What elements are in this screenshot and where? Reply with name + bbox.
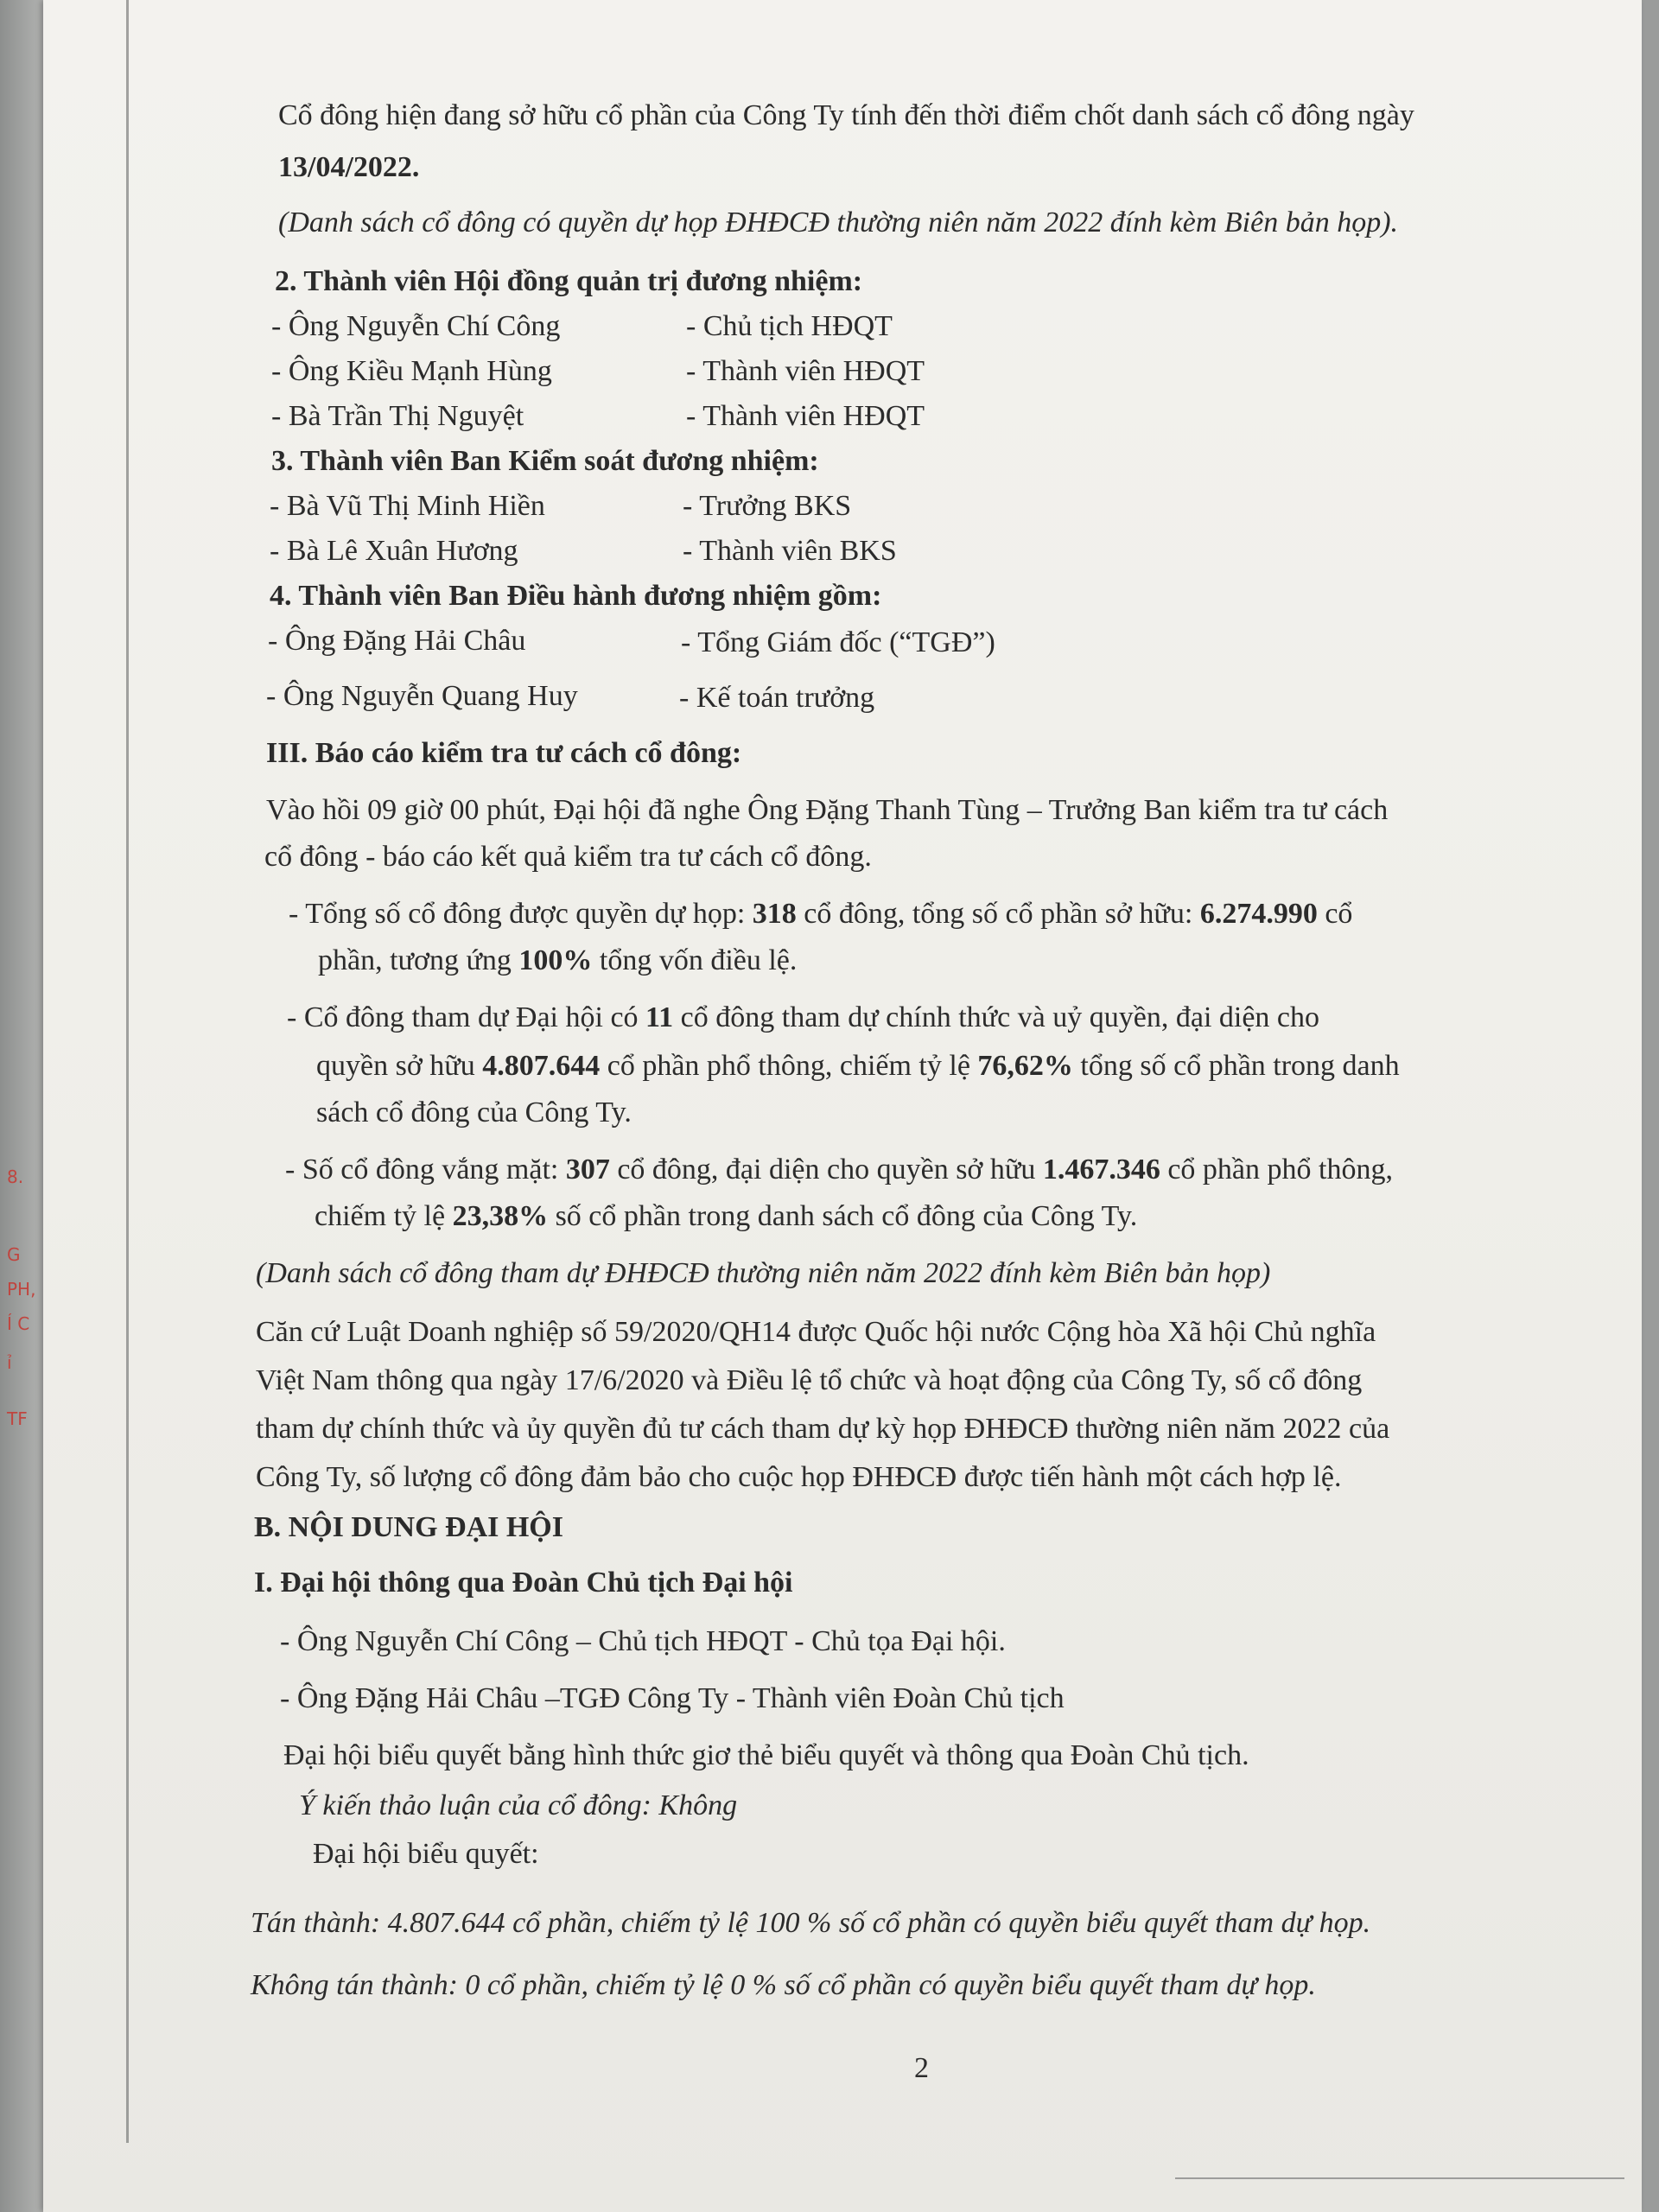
text: chiếm tỷ lệ	[315, 1200, 453, 1232]
margin-mark: PH,	[7, 1279, 36, 1300]
executive-member-name: - Ông Đặng Hải Châu	[268, 625, 526, 657]
presidium-member: - Ông Đặng Hải Châu –TGĐ Công Ty - Thành viên Đoàn Chủ tịch	[280, 1682, 1065, 1714]
text: cổ phần phổ thông,	[1160, 1154, 1393, 1185]
section-b-heading: B. NỘI DUNG ĐẠI HỘI	[254, 1511, 563, 1543]
text: cổ phần phổ thông, chiếm tỷ lệ	[600, 1050, 978, 1082]
verification-heading: III. Báo cáo kiểm tra tư cách cổ đông:	[266, 737, 742, 769]
vote-approve: Tán thành: 4.807.644 cổ phần, chiếm tỷ lệ 100 % số cổ phần có quyền biểu quyết tham dự họp.	[251, 1907, 1371, 1939]
vote-label: Đại hội biểu quyết:	[313, 1838, 539, 1870]
executive-member-role: - Kế toán trưởng	[679, 682, 875, 714]
margin-mark: ỉ	[7, 1352, 12, 1373]
absent-count: 307	[565, 1154, 610, 1185]
text: - Tổng số cổ đông được quyền dự họp:	[289, 898, 753, 930]
attending-shareholders-line-1	[287, 999, 1319, 1037]
margin-mark: TF	[7, 1408, 28, 1429]
document-page	[43, 0, 1642, 2212]
text: - Số cổ đông vắng mặt:	[285, 1154, 566, 1185]
text: quyền sở hữu	[316, 1050, 483, 1082]
page-number: 2	[914, 2052, 929, 2084]
supervisory-member-role: - Thành viên BKS	[683, 535, 897, 567]
margin-mark: G	[7, 1244, 21, 1265]
executive-heading: 4. Thành viên Ban Điều hành đương nhiệm gồm:	[270, 580, 882, 612]
binder-edge-line	[126, 0, 129, 2143]
verification-intro-line-1: Vào hồi 09 giờ 00 phút, Đại hội đã nghe Ông Đặng Thanh Tùng – Trưởng Ban kiểm tra tư cách	[266, 794, 1389, 826]
executive-member-role: - Tổng Giám đốc (“TGĐ”)	[681, 626, 995, 658]
supervisory-member-role: - Trưởng BKS	[683, 490, 852, 522]
absent-shareholders-line-2	[315, 1198, 1137, 1236]
board-heading: 2. Thành viên Hội đồng quản trị đương nhiệm:	[275, 265, 863, 297]
vote-method: Đại hội biểu quyết bằng hình thức giơ thẻ biểu quyết và thông qua Đoàn Chủ tịch.	[283, 1739, 1249, 1771]
attending-shares: 4.807.644	[482, 1050, 601, 1082]
intro-line-1: Cổ đông hiện đang sở hữu cổ phần của Công Ty tính đến thời điểm chốt danh sách cổ đông ngày	[278, 99, 1414, 131]
attending-shareholders-line-2	[316, 1047, 1400, 1085]
text: cổ đông, đại diện cho quyền sở hữu	[609, 1154, 1043, 1185]
text: cổ đông tham dự chính thức và uỷ quyền, đại diện cho	[673, 1001, 1320, 1033]
text: cổ đông, tổng số cổ phần sở hữu:	[796, 898, 1200, 930]
legal-basis-line-2: Việt Nam thông qua ngày 17/6/2020 và Điều lệ tổ chức và hoạt động của Công Ty, số cổ đông	[256, 1364, 1363, 1396]
attending-shareholders-line-3: sách cổ đông của Công Ty.	[316, 1096, 632, 1128]
board-member-name: - Bà Trần Thị Nguyệt	[271, 400, 524, 432]
legal-basis-line-4: Công Ty, số lượng cổ đông đảm bảo cho cuộc họp ĐHĐCĐ được tiến hành một cách hợp lệ.	[256, 1461, 1342, 1493]
shareholder-discussion: Ý kiến thảo luận của cổ đông: Không	[299, 1789, 738, 1821]
board-member-role: - Thành viên HĐQT	[686, 400, 925, 432]
presidium-member: - Ông Nguyễn Chí Công – Chủ tịch HĐQT - Chủ tọa Đại hội.	[280, 1625, 1006, 1657]
text: phần, tương ứng	[318, 944, 519, 976]
intro-date: 13/04/2022.	[278, 151, 420, 183]
presidium-heading: I. Đại hội thông qua Đoàn Chủ tịch Đại hội	[254, 1567, 793, 1599]
supervisory-member-name: - Bà Lê Xuân Hương	[270, 535, 518, 567]
bottom-rule	[1175, 2177, 1624, 2179]
percent: 100%	[518, 944, 593, 976]
board-member-role: - Thành viên HĐQT	[686, 355, 925, 387]
intro-note: (Danh sách cổ đông có quyền dự họp ĐHĐCĐ thường niên năm 2022 đính kèm Biên bản họp).	[278, 207, 1399, 238]
absent-shares: 1.467.346	[1042, 1154, 1160, 1185]
vote-disapprove: Không tán thành: 0 cổ phần, chiếm tỷ lệ 0 % số cổ phần có quyền biểu quyết tham dự họp.	[251, 1969, 1316, 2001]
attending-count: 11	[645, 1001, 674, 1033]
eligible-shareholders-line-2	[318, 942, 797, 980]
board-member-name: - Ông Kiều Mạnh Hùng	[271, 355, 552, 387]
attending-percent: 76,62%	[977, 1050, 1073, 1082]
text: tổng vốn điều lệ.	[592, 944, 798, 976]
absent-shareholders-line-1	[285, 1151, 1393, 1189]
supervisory-member-name: - Bà Vũ Thị Minh Hiền	[270, 490, 545, 522]
eligible-count: 318	[752, 898, 797, 930]
margin-mark: 8.	[7, 1166, 24, 1187]
supervisory-heading: 3. Thành viên Ban Kiểm soát đương nhiệm:	[271, 445, 819, 477]
eligible-shareholders-line-1	[289, 895, 1352, 933]
executive-member-name: - Ông Nguyễn Quang Huy	[266, 680, 578, 712]
attendance-note: (Danh sách cổ đông tham dự ĐHĐCĐ thường niên năm 2022 đính kèm Biên bản họp)	[256, 1257, 1271, 1289]
margin-mark: Í C	[7, 1313, 30, 1334]
text: tổng số cổ phần trong danh	[1072, 1050, 1400, 1082]
absent-percent: 23,38%	[452, 1200, 549, 1232]
text: số cổ phần trong danh sách cổ đông của Công Ty.	[548, 1200, 1138, 1232]
board-member-name: - Ông Nguyễn Chí Công	[271, 310, 561, 342]
legal-basis-line-1: Căn cứ Luật Doanh nghiệp số 59/2020/QH14 được Quốc hội nước Cộng hòa Xã hội Chủ nghĩa	[256, 1316, 1376, 1348]
text: - Cổ đông tham dự Đại hội có	[287, 1001, 646, 1033]
total-shares: 6.274.990	[1199, 898, 1318, 930]
legal-basis-line-3: tham dự chính thức và ủy quyền đủ tư cách tham dự kỳ họp ĐHĐCĐ thường niên năm 2022 của	[256, 1413, 1390, 1445]
board-member-role: - Chủ tịch HĐQT	[686, 310, 893, 342]
text: cổ	[1317, 898, 1353, 930]
verification-intro-line-2: cổ đông - báo cáo kết quả kiểm tra tư cách cổ đông.	[264, 841, 872, 873]
